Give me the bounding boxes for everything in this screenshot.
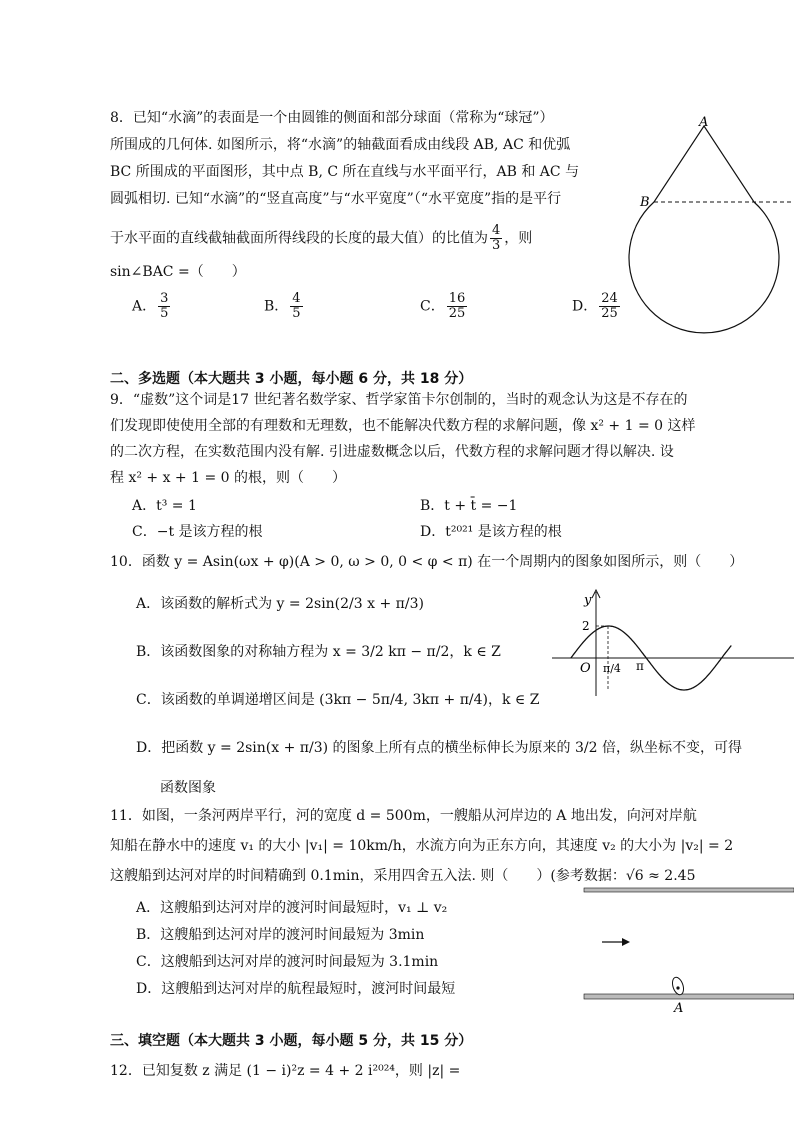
q10-tick-pi: π bbox=[636, 659, 644, 673]
q8-water-drop-figure bbox=[636, 112, 794, 292]
section-2-heading: 二、多选题（本大题共 3 小题，每小题 6 分，共 18 分） bbox=[110, 371, 473, 387]
q8-line-5b: ，则 bbox=[504, 230, 533, 247]
q11-river-figure bbox=[582, 884, 794, 1016]
q11-boat-icon bbox=[670, 976, 685, 996]
q8-option-b-den: 5 bbox=[292, 306, 301, 321]
q8-line-2: 所围成的几何体. 如图所示，将“水滴”的轴截面看成由线段 AB, AC 和优弧 bbox=[110, 137, 571, 153]
q10-option-c: C．该函数的单调递增区间是 (3kπ − 5π/4, 3kπ + π/4)，k ∈ Z bbox=[136, 692, 540, 708]
q8-option-d-den: 25 bbox=[601, 306, 618, 321]
q10-option-a: A．该函数的解析式为 y = 2sin(2/3 x + π/3) bbox=[136, 596, 424, 612]
q8-line-1: 8．已知“水滴”的表面是一个由圆锥的侧面和部分球面（常称为“球冠”） bbox=[110, 110, 554, 126]
q11-south-bank bbox=[584, 994, 794, 999]
q8-ratio-den: 3 bbox=[492, 238, 501, 253]
q11-option-b: B．这艘船到达河对岸的渡河时间最短为 3min bbox=[136, 927, 425, 943]
q10-option-d: D．把函数 y = 2sin(x + π/3) 的图象上所有点的横坐标伸长为原来的 3/2 倍，纵坐标不变，可得 bbox=[136, 740, 742, 756]
q9-option-b: B．t + t̄ = −1 bbox=[420, 498, 518, 514]
q9-option-c: C．−t 是该方程的根 bbox=[132, 524, 263, 540]
q8-ratio-fraction bbox=[490, 224, 502, 253]
q8-option-c-num: 16 bbox=[448, 291, 466, 306]
q8-line-3: BC 所围成的平面图形，其中点 B, C 所在直线与水平面平行，AB 和 AC 与 bbox=[110, 164, 580, 180]
q10-option-b: B．该函数图象的对称轴方程为 x = 3/2 kπ − π/2，k ∈ Z bbox=[136, 644, 501, 660]
q8-option-d-num: 24 bbox=[601, 291, 618, 306]
q11-current-arrowhead bbox=[622, 938, 630, 946]
q8-line-5 bbox=[110, 224, 532, 253]
q10-y-label: y bbox=[584, 593, 592, 608]
q8-option-b-num: 4 bbox=[292, 291, 301, 306]
q8-option-a-den: 5 bbox=[160, 306, 169, 321]
q11-option-c: C．这艘船到达河对岸的渡河时间最短为 3.1min bbox=[136, 954, 439, 970]
q8-ratio-num: 4 bbox=[492, 223, 501, 238]
q11-line-3: 这艘船到达河对岸的时间精确到 0.1min，采用四舍五入法. 则（ ）(参考数据：√6 ≈ 2.45 bbox=[110, 868, 696, 884]
q8-option-a bbox=[132, 292, 172, 321]
q11-boat-point bbox=[676, 986, 679, 989]
q9-option-a: A．t³ = 1 bbox=[132, 498, 197, 514]
q12-partial-line bbox=[110, 1058, 461, 1079]
q11-option-d: D．这艘船到达河对岸的航程最短时，渡河时间最短 bbox=[136, 981, 456, 997]
q9-line-1: 9．“虚数”这个词是17 世纪著名数学家、哲学家笛卡尔创制的，当时的观念认为这是不存在的 bbox=[110, 392, 688, 408]
q8-option-a-num: 3 bbox=[160, 291, 169, 306]
section-3-heading: 三、填空题（本大题共 3 小题，每小题 5 分，共 15 分） bbox=[110, 1033, 473, 1049]
q9-line-2: 们发现即使使用全部的有理数和无理数，也不能解决代数方程的求解问题，像 x² + 1 = 0 这样 bbox=[110, 418, 696, 434]
q8-option-c bbox=[420, 292, 469, 321]
q12-partial-text: 12．已知复数 z 满足 (1 − i)²z = 4 + 2 i²⁰²⁴，则 |z| = bbox=[110, 1063, 461, 1079]
q10-sine-graph bbox=[548, 588, 794, 698]
q11-option-a: A．这艘船到达河对岸的渡河时间最短时，v₁ ⊥ v₂ bbox=[136, 900, 448, 916]
q9-option-d: D．t²⁰²¹ 是该方程的根 bbox=[420, 524, 562, 540]
q10-origin-label: O bbox=[580, 661, 591, 676]
q8-option-c-den: 25 bbox=[448, 306, 466, 321]
q8-option-d bbox=[572, 292, 622, 321]
q8-line-6: sin∠BAC =（ ） bbox=[110, 264, 246, 280]
q8-point-a-label: A bbox=[699, 115, 709, 130]
q8-option-d-label: D． bbox=[572, 298, 598, 315]
q10-option-d-continued: 函数图象 bbox=[160, 780, 216, 796]
q8-option-c-label: C． bbox=[420, 298, 445, 315]
q8-line-4: 圆弧相切. 已知“水滴”的“竖直高度”与“水平宽度”（“水平宽度”指的是平行 bbox=[110, 191, 562, 207]
q11-line-2: 知船在静水中的速度 v₁ 的大小 |v₁| = 10km/h，水流方向为正东方向，其速度 v₂ 的大小为 |v₂| = 2 bbox=[110, 838, 734, 854]
q9-line-3: 的二次方程，在实数范围内没有解. 引进虚数概念以后，代数方程的求解问题才得以解决. 设 bbox=[110, 444, 674, 460]
q10-tick-pi-over-4: π/4 bbox=[603, 662, 621, 675]
q8-point-b-label: B bbox=[640, 195, 650, 210]
q8-option-b bbox=[264, 292, 305, 321]
q8-drop-outline bbox=[629, 126, 779, 333]
q9-line-4: 程 x² + x + 1 = 0 的根，则（ ） bbox=[110, 470, 347, 486]
q11-north-bank bbox=[584, 888, 794, 892]
q8-option-b-label: B． bbox=[264, 298, 289, 315]
q8-line-5a: 于水平面的直线截轴截面所得线段的长度的最大值）的比值为 bbox=[110, 230, 488, 247]
q10-line-1: 10．函数 y = Asin(ωx + φ)(A > 0, ω > 0, 0 < φ < π) 在一个周期内的图象如图所示，则（ ） bbox=[110, 554, 744, 570]
q8-option-a-label: A． bbox=[132, 298, 157, 315]
q10-tick-2: 2 bbox=[582, 619, 590, 633]
q11-line-1: 11．如图，一条河两岸平行，河的宽度 d = 500m，一艘船从河岸边的 A 地出发，向河对岸航 bbox=[110, 808, 697, 824]
q11-point-a-label: A bbox=[674, 1001, 684, 1016]
